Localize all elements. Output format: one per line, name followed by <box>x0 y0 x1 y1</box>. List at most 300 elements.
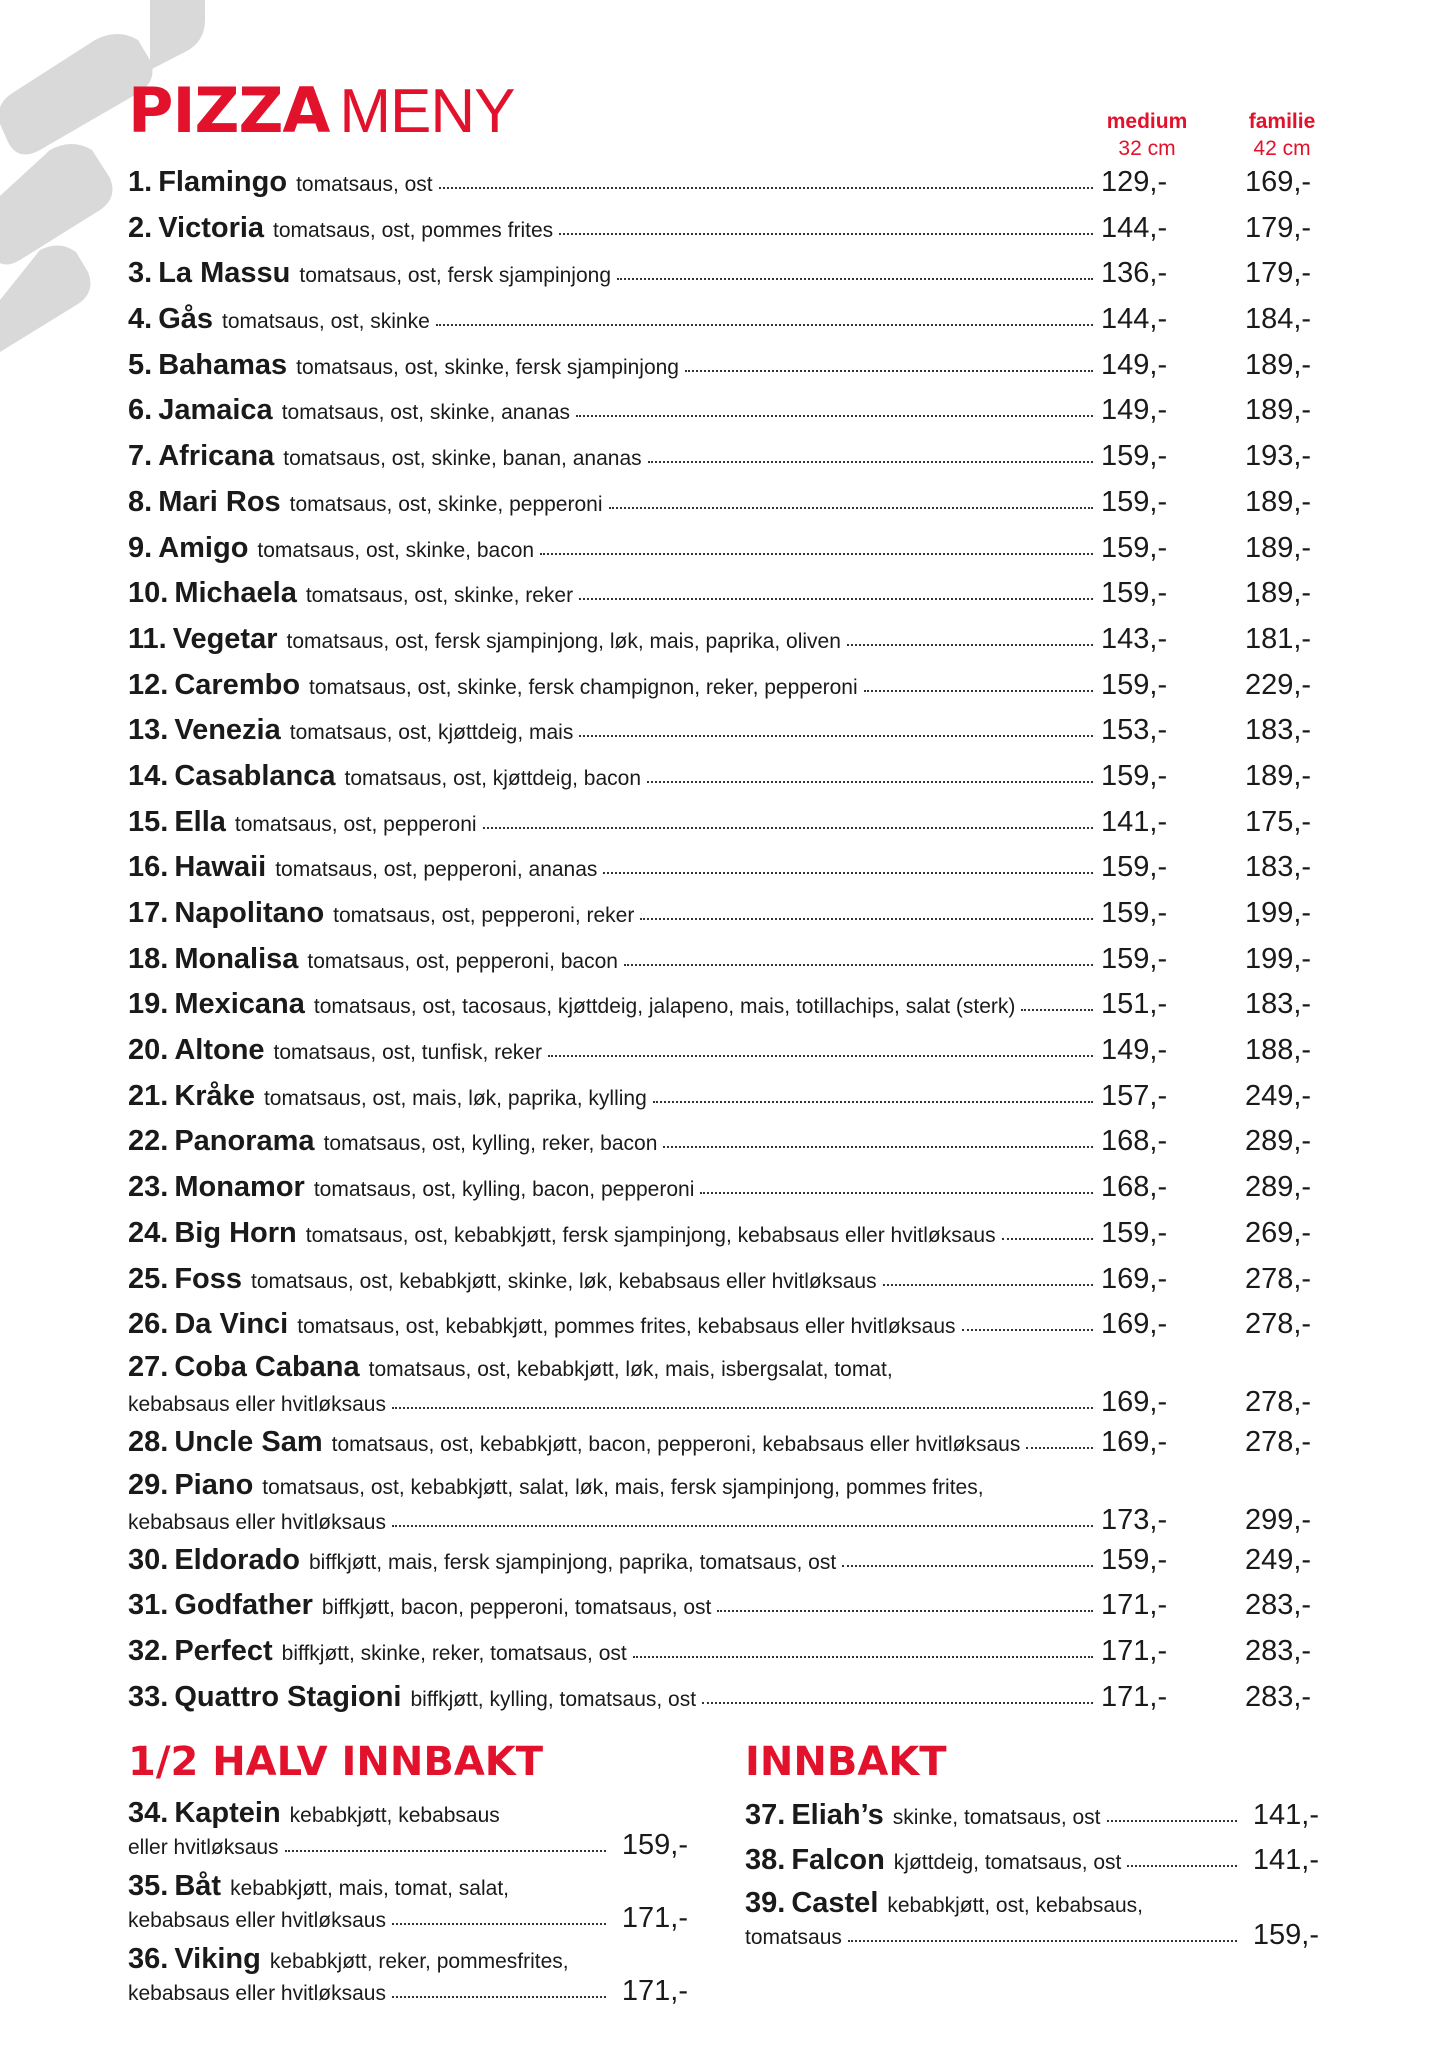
pizza-number: 22. <box>128 1125 169 1158</box>
pizza-ingredients: biffkjøtt, kylling, tomatsaus, ost <box>410 1687 697 1711</box>
innbakt-title: INNBAKT <box>745 1739 947 1785</box>
dot-leader <box>1107 1818 1237 1822</box>
pizza-number: 4. <box>128 303 153 336</box>
pizza-line <box>128 207 1343 253</box>
pizza-name: Africana <box>158 440 275 473</box>
menu-item <box>128 1941 688 2014</box>
pizza-row <box>128 1303 1343 1349</box>
pizza-row <box>128 1258 1343 1304</box>
pizza-ingredients: tomatsaus, ost, kebabkjøtt, salat, løk, mais, fersk sjampinjong, pommes frites, <box>262 1475 984 1499</box>
pizza-ingredients: tomatsaus, ost, fersk sjampinjong, løk, mais, paprika, oliven <box>286 629 841 653</box>
dot-leader <box>700 1190 1093 1194</box>
price-medium: 149,- <box>1101 394 1168 427</box>
dot-leader <box>663 1144 1093 1148</box>
pizza-number: 1. <box>128 166 153 198</box>
pizza-row <box>128 252 1343 298</box>
item-ingredients-2: eller hvitløksaus <box>128 1836 279 1859</box>
pizza-number: 33. <box>128 1680 169 1713</box>
pizza-row <box>128 846 1343 892</box>
pizza-number: 29. <box>128 1468 169 1501</box>
pizza-row <box>128 344 1343 390</box>
price-family: 299,- <box>1244 1503 1312 1536</box>
price-family: 283,- <box>1244 1680 1312 1713</box>
pizza-name: Mari Ros <box>158 485 281 518</box>
pizza-name: Ella <box>174 805 226 838</box>
pizza-ingredients: tomatsaus, ost, skinke, reker <box>305 584 574 608</box>
pizza-name: Vegetar <box>172 622 278 655</box>
pizza-row <box>128 1075 1343 1121</box>
dot-leader <box>685 368 1093 372</box>
pizza-name: Quattro Stagioni <box>174 1680 402 1713</box>
pizza-ingredients-2: kebabsaus eller hvitløksaus <box>128 1510 386 1534</box>
dot-leader <box>653 1099 1093 1103</box>
price-medium: 171,- <box>1101 1634 1168 1667</box>
item-name: Falcon <box>791 1844 885 1876</box>
item-price: 141,- <box>1252 1844 1319 1876</box>
pizza-line <box>128 435 1343 481</box>
price-family: 193,- <box>1244 440 1312 473</box>
pizza-number: 8. <box>128 485 153 518</box>
price-family: 278,- <box>1244 1385 1312 1418</box>
price-family: 189,- <box>1244 485 1312 518</box>
dot-leader <box>392 1921 606 1925</box>
pizza-name: Da Vinci <box>174 1308 289 1341</box>
price-medium: 171,- <box>1101 1589 1168 1622</box>
menu-item <box>745 1885 1319 1958</box>
item-price: 159,- <box>621 1829 688 1861</box>
item-line-2 <box>745 1915 1319 1958</box>
pizza-line <box>128 344 1343 390</box>
dot-leader <box>864 688 1093 692</box>
pizza-name: Perfect <box>174 1634 273 1667</box>
pizza-name: Carembo <box>174 668 301 701</box>
price-medium: 149,- <box>1101 348 1168 381</box>
price-family: 188,- <box>1244 1034 1312 1067</box>
pizza-row <box>128 1349 1343 1421</box>
column-header-family <box>1230 108 1334 162</box>
dot-leader <box>609 505 1093 509</box>
pizza-row <box>128 1212 1343 1258</box>
price-medium: 143,- <box>1101 622 1168 655</box>
price-medium: 157,- <box>1101 1079 1168 1112</box>
pizza-row <box>128 618 1343 664</box>
dot-leader <box>392 1405 1093 1409</box>
pizza-number: 21. <box>128 1079 169 1112</box>
pizza-number: 6. <box>128 394 153 427</box>
pizza-number: 25. <box>128 1262 169 1295</box>
item-price: 171,- <box>621 1975 688 2007</box>
price-family: 189,- <box>1244 577 1312 610</box>
pizza-ingredients: tomatsaus, ost <box>296 173 433 196</box>
pizza-ingredients: tomatsaus, ost, skinke, pepperoni <box>289 492 603 516</box>
dot-leader <box>579 733 1093 737</box>
pizza-row <box>128 1166 1343 1212</box>
pizza-name: Foss <box>174 1262 243 1295</box>
pizza-line <box>128 572 1343 618</box>
pizza-row <box>128 938 1343 984</box>
pizza-ingredients: tomatsaus, ost, pepperoni, reker <box>333 904 635 927</box>
item-name: Båt <box>174 1870 222 1902</box>
dot-leader <box>647 779 1093 783</box>
pizza-number: 20. <box>128 1034 169 1067</box>
pizza-line <box>128 1166 1343 1212</box>
price-family: 289,- <box>1244 1171 1312 1204</box>
pizza-line <box>128 1120 1343 1166</box>
pizza-line <box>128 1029 1343 1075</box>
pizza-name: Eldorado <box>174 1543 300 1576</box>
pizza-row <box>128 389 1343 435</box>
item-ingredients: kjøttdeig, tomatsaus, ost <box>893 1851 1122 1874</box>
pizza-line <box>128 161 1343 207</box>
price-family: 199,- <box>1244 942 1312 975</box>
pizza-number: 17. <box>128 897 169 929</box>
halv-innbakt-title: 1/2 HALV INNBAKT <box>128 1739 544 1785</box>
pizza-name: Michaela <box>174 577 297 610</box>
price-medium: 141,- <box>1101 805 1168 838</box>
pizza-ingredients: tomatsaus, ost, kjøttdeig, mais <box>289 721 574 745</box>
menu-item <box>128 1795 688 1868</box>
pizza-number: 13. <box>128 714 169 747</box>
column-header-family-label: familie <box>1248 110 1316 133</box>
pizza-ingredients: tomatsaus, ost, pommes frites <box>273 218 554 242</box>
pizza-ingredients: biffkjøtt, mais, fersk sjampinjong, paprika, tomatsaus, ost <box>309 1550 837 1574</box>
pizza-ingredients: tomatsaus, ost, mais, løk, paprika, kylling <box>263 1086 647 1110</box>
dot-leader <box>1002 1236 1093 1240</box>
pizza-ingredients: tomatsaus, ost, kebabkjøtt, skinke, løk, kebabsaus eller hvitløksaus <box>251 1269 877 1293</box>
menu-item <box>128 1868 688 1941</box>
pizza-ingredients: tomatsaus, ost, kylling, reker, bacon <box>323 1132 658 1156</box>
price-medium: 159,- <box>1101 759 1168 792</box>
price-family: 189,- <box>1244 531 1312 564</box>
item-number: 34. <box>128 1797 169 1829</box>
menu-item <box>745 1795 1319 1840</box>
pizza-row <box>128 983 1343 1029</box>
dot-leader <box>648 459 1093 463</box>
price-medium: 153,- <box>1101 714 1168 747</box>
pizza-number: 32. <box>128 1634 169 1667</box>
pizza-name: Casablanca <box>174 759 336 792</box>
item-ingredients: kebabkjøtt, ost, kebabsaus, <box>887 1894 1144 1917</box>
pizza-ingredients: tomatsaus, ost, skinke <box>222 310 430 334</box>
item-number: 38. <box>745 1844 786 1876</box>
price-family: 189,- <box>1244 759 1312 792</box>
pizza-row <box>128 801 1343 847</box>
item-line <box>745 1840 1319 1886</box>
price-medium: 168,- <box>1101 1125 1168 1158</box>
pizza-number: 31. <box>128 1589 169 1622</box>
pizza-line <box>128 298 1343 344</box>
dot-leader <box>702 1700 1093 1704</box>
price-medium: 159,- <box>1101 1543 1168 1576</box>
item-price: 159,- <box>1252 1919 1319 1951</box>
price-family: 278,- <box>1244 1425 1312 1458</box>
pizza-name: Panorama <box>174 1125 315 1158</box>
item-number: 39. <box>745 1887 786 1919</box>
item-ingredients-2: tomatsaus <box>745 1926 842 1949</box>
price-medium: 159,- <box>1101 851 1168 884</box>
pizza-ingredients: tomatsaus, ost, kylling, bacon, pepperoni <box>313 1178 695 1202</box>
price-medium: 159,- <box>1101 485 1168 518</box>
dot-leader <box>847 642 1093 646</box>
price-medium: 159,- <box>1101 577 1168 610</box>
pizza-line <box>128 481 1343 527</box>
pizza-ingredients: tomatsaus, ost, kebabkjøtt, pommes frites, kebabsaus eller hvitløksaus <box>297 1315 956 1339</box>
pizza-number: 15. <box>128 805 169 838</box>
price-medium: 144,- <box>1101 211 1168 244</box>
column-header-family-size: 42 cm <box>1253 137 1311 160</box>
innbakt-list <box>745 1795 1319 1958</box>
pizza-name: Hawaii <box>174 851 267 884</box>
price-family: 283,- <box>1244 1589 1312 1622</box>
pizza-number: 26. <box>128 1308 169 1341</box>
dot-leader <box>842 1563 1093 1567</box>
pizza-row <box>128 755 1343 801</box>
pizza-row <box>128 481 1343 527</box>
item-ingredients-2: kebabsaus eller hvitløksaus <box>128 1982 386 2005</box>
dot-leader <box>1127 1863 1237 1867</box>
pizza-row <box>128 435 1343 481</box>
pizza-line <box>128 1539 1343 1585</box>
dot-leader <box>617 276 1093 280</box>
pizza-ingredients: biffkjøtt, bacon, pepperoni, tomatsaus, ost <box>321 1596 712 1620</box>
pizza-ingredients: tomatsaus, ost, pepperoni, bacon <box>307 949 618 973</box>
pizza-name: Monalisa <box>174 942 299 975</box>
pizza-ingredients: tomatsaus, ost, skinke, ananas <box>281 401 571 425</box>
item-ingredients: kebabkjøtt, reker, pommesfrites, <box>269 1950 569 1973</box>
dot-leader <box>436 322 1093 326</box>
pizza-number: 28. <box>128 1425 169 1458</box>
price-medium: 159,- <box>1101 1216 1168 1249</box>
page-title <box>128 76 515 147</box>
item-line-2 <box>128 1898 688 1941</box>
pizza-number: 30. <box>128 1543 169 1576</box>
item-name: Kaptein <box>174 1797 281 1829</box>
price-medium: 169,- <box>1101 1425 1168 1458</box>
item-name: Eliah’s <box>791 1799 884 1831</box>
pizza-number: 5. <box>128 348 153 381</box>
dot-leader <box>579 596 1093 600</box>
column-header-medium-label: medium <box>1106 110 1188 133</box>
item-name: Viking <box>174 1943 261 1975</box>
pizza-name: Big Horn <box>174 1216 297 1249</box>
pizza-ingredients: tomatsaus, ost, skinke, fersk sjampinjong <box>296 355 679 379</box>
price-medium: 169,- <box>1101 1308 1168 1341</box>
price-medium: 171,- <box>1101 1680 1168 1713</box>
price-medium: 129,- <box>1101 166 1168 198</box>
item-ingredients: kebabkjøtt, kebabsaus <box>289 1804 500 1827</box>
pizza-line <box>128 1303 1343 1349</box>
price-family: 183,- <box>1244 851 1312 884</box>
pizza-row <box>128 572 1343 618</box>
pizza-line <box>128 892 1343 938</box>
dot-leader <box>548 1053 1093 1057</box>
item-name: Castel <box>791 1887 879 1919</box>
pizza-ingredients: tomatsaus, ost, pepperoni <box>234 812 477 836</box>
pizza-row <box>128 1029 1343 1075</box>
item-line <box>745 1795 1319 1841</box>
price-family: 175,- <box>1244 805 1312 838</box>
pizza-row <box>128 1539 1343 1585</box>
dot-leader <box>1021 1007 1093 1011</box>
price-medium: 168,- <box>1101 1171 1168 1204</box>
pizza-line <box>128 1212 1343 1258</box>
pizza-name: Monamor <box>174 1171 305 1204</box>
pizza-line <box>128 1258 1343 1304</box>
pizza-line <box>128 846 1343 892</box>
pizza-ingredients-2: kebabsaus eller hvitløksaus <box>128 1392 386 1416</box>
price-medium: 144,- <box>1101 303 1168 336</box>
item-number: 36. <box>128 1943 169 1975</box>
dot-leader <box>717 1608 1093 1612</box>
price-medium: 159,- <box>1101 897 1168 929</box>
pizza-number: 27. <box>128 1350 169 1383</box>
pizza-line <box>128 938 1343 984</box>
item-ingredients: kebabkjøtt, mais, tomat, salat, <box>230 1877 509 1900</box>
price-family: 199,- <box>1244 897 1312 929</box>
pizza-ingredients: tomatsaus, ost, skinke, banan, ananas <box>283 447 642 471</box>
pizza-row <box>128 207 1343 253</box>
pizza-list <box>128 161 1343 1721</box>
pizza-name: Mexicana <box>174 988 305 1021</box>
price-family: 179,- <box>1244 257 1312 290</box>
title-bold: PIZZA <box>128 74 330 147</box>
pizza-row <box>128 1467 1343 1539</box>
dot-leader <box>848 1938 1237 1942</box>
price-medium: 159,- <box>1101 668 1168 701</box>
dot-leader <box>883 1282 1093 1286</box>
pizza-ingredients: biffkjøtt, skinke, reker, tomatsaus, ost <box>281 1641 627 1665</box>
menu-item <box>745 1840 1319 1885</box>
item-ingredients: skinke, tomatsaus, ost <box>892 1806 1101 1829</box>
pizza-name: Bahamas <box>158 348 288 381</box>
pizza-line <box>128 1676 1343 1722</box>
price-medium: 136,- <box>1101 257 1168 290</box>
price-family: 249,- <box>1244 1079 1312 1112</box>
column-header-medium <box>1095 108 1199 162</box>
price-family: 183,- <box>1244 714 1312 747</box>
pizza-number: 3. <box>128 257 153 290</box>
dot-leader <box>633 1654 1093 1658</box>
price-family: 283,- <box>1244 1634 1312 1667</box>
pizza-line <box>128 389 1343 435</box>
pizza-line <box>128 801 1343 847</box>
pizza-number: 18. <box>128 942 169 975</box>
pizza-line <box>128 1421 1343 1467</box>
pizza-line <box>128 252 1343 298</box>
price-family: 169,- <box>1244 166 1312 198</box>
pizza-number: 16. <box>128 851 169 884</box>
pizza-row <box>128 709 1343 755</box>
pizza-line <box>128 755 1343 801</box>
pizza-line <box>128 983 1343 1029</box>
pizza-number: 19. <box>128 988 169 1021</box>
price-family: 181,- <box>1244 622 1312 655</box>
pizza-name: Gås <box>158 303 214 336</box>
dot-leader <box>624 962 1093 966</box>
pizza-row <box>128 1421 1343 1467</box>
price-family: 249,- <box>1244 1543 1312 1576</box>
halv-innbakt-list <box>128 1795 688 2014</box>
dot-leader <box>540 551 1093 555</box>
pizza-ingredients: tomatsaus, ost, skinke, fersk champignon, reker, pepperoni <box>309 675 858 699</box>
pizza-number: 14. <box>128 759 169 792</box>
price-medium: 151,- <box>1101 988 1168 1021</box>
pizza-name: Flamingo <box>158 166 288 198</box>
dot-leader <box>439 185 1093 189</box>
dot-leader <box>559 231 1093 235</box>
price-medium: 169,- <box>1101 1385 1168 1418</box>
dot-leader <box>392 1523 1093 1527</box>
price-family: 289,- <box>1244 1125 1312 1158</box>
pizza-row <box>128 892 1343 938</box>
pizza-name: Godfather <box>174 1589 313 1622</box>
pizza-ingredients: tomatsaus, ost, kjøttdeig, bacon <box>344 766 642 790</box>
item-line-2 <box>128 1971 688 2014</box>
pizza-ingredients: tomatsaus, ost, tunfisk, reker <box>273 1041 542 1065</box>
pizza-ingredients: tomatsaus, ost, fersk sjampinjong <box>299 264 611 288</box>
dot-leader <box>392 1994 606 1998</box>
price-medium: 169,- <box>1101 1262 1168 1295</box>
pizza-number: 7. <box>128 440 153 473</box>
pizza-ingredients: tomatsaus, ost, kebabkjøtt, løk, mais, isbergsalat, tomat, <box>368 1357 893 1381</box>
price-medium: 149,- <box>1101 1034 1168 1067</box>
item-line-2 <box>128 1825 688 1868</box>
item-price: 141,- <box>1252 1799 1319 1831</box>
pizza-line <box>128 1075 1343 1121</box>
price-family: 184,- <box>1244 303 1312 336</box>
pizza-ingredients: tomatsaus, ost, skinke, bacon <box>257 538 535 562</box>
pizza-line <box>128 527 1343 573</box>
pizza-name: Venezia <box>174 714 281 747</box>
pizza-number: 11. <box>128 622 167 655</box>
price-family: 189,- <box>1244 348 1312 381</box>
title-light: MENY <box>339 77 515 146</box>
dot-leader <box>640 916 1093 920</box>
pizza-number: 24. <box>128 1216 169 1249</box>
pizza-line-2 <box>128 1499 1343 1544</box>
pizza-name: Jamaica <box>158 394 273 427</box>
pizza-ingredients: tomatsaus, ost, tacosaus, kjøttdeig, jalapeno, mais, totillachips, salat (sterk) <box>313 995 1016 1019</box>
price-family: 278,- <box>1244 1308 1312 1341</box>
price-medium: 173,- <box>1101 1503 1168 1536</box>
pizza-line <box>128 1584 1343 1630</box>
pizza-row <box>128 161 1343 207</box>
pizza-row <box>128 1584 1343 1630</box>
dot-leader <box>285 1848 606 1852</box>
pizza-name: Piano <box>174 1468 254 1501</box>
pizza-line-2 <box>128 1381 1343 1426</box>
pizza-line <box>128 1630 1343 1676</box>
column-header-medium-size: 32 cm <box>1118 137 1176 160</box>
dot-leader <box>603 870 1093 874</box>
price-family: 189,- <box>1244 394 1312 427</box>
pizza-row <box>128 1630 1343 1676</box>
price-family: 179,- <box>1244 211 1312 244</box>
pizza-name: Kråke <box>174 1079 255 1112</box>
dot-leader <box>576 413 1093 417</box>
item-number: 35. <box>128 1870 169 1902</box>
pizza-name: Altone <box>174 1034 265 1067</box>
item-price: 171,- <box>621 1902 688 1934</box>
pizza-number: 12. <box>128 668 169 701</box>
pizza-line <box>128 664 1343 710</box>
pizza-row <box>128 298 1343 344</box>
item-number: 37. <box>745 1799 786 1831</box>
pizza-number: 23. <box>128 1171 169 1204</box>
price-family: 183,- <box>1244 988 1312 1021</box>
pizza-name: Amigo <box>158 531 249 564</box>
price-medium: 159,- <box>1101 942 1168 975</box>
